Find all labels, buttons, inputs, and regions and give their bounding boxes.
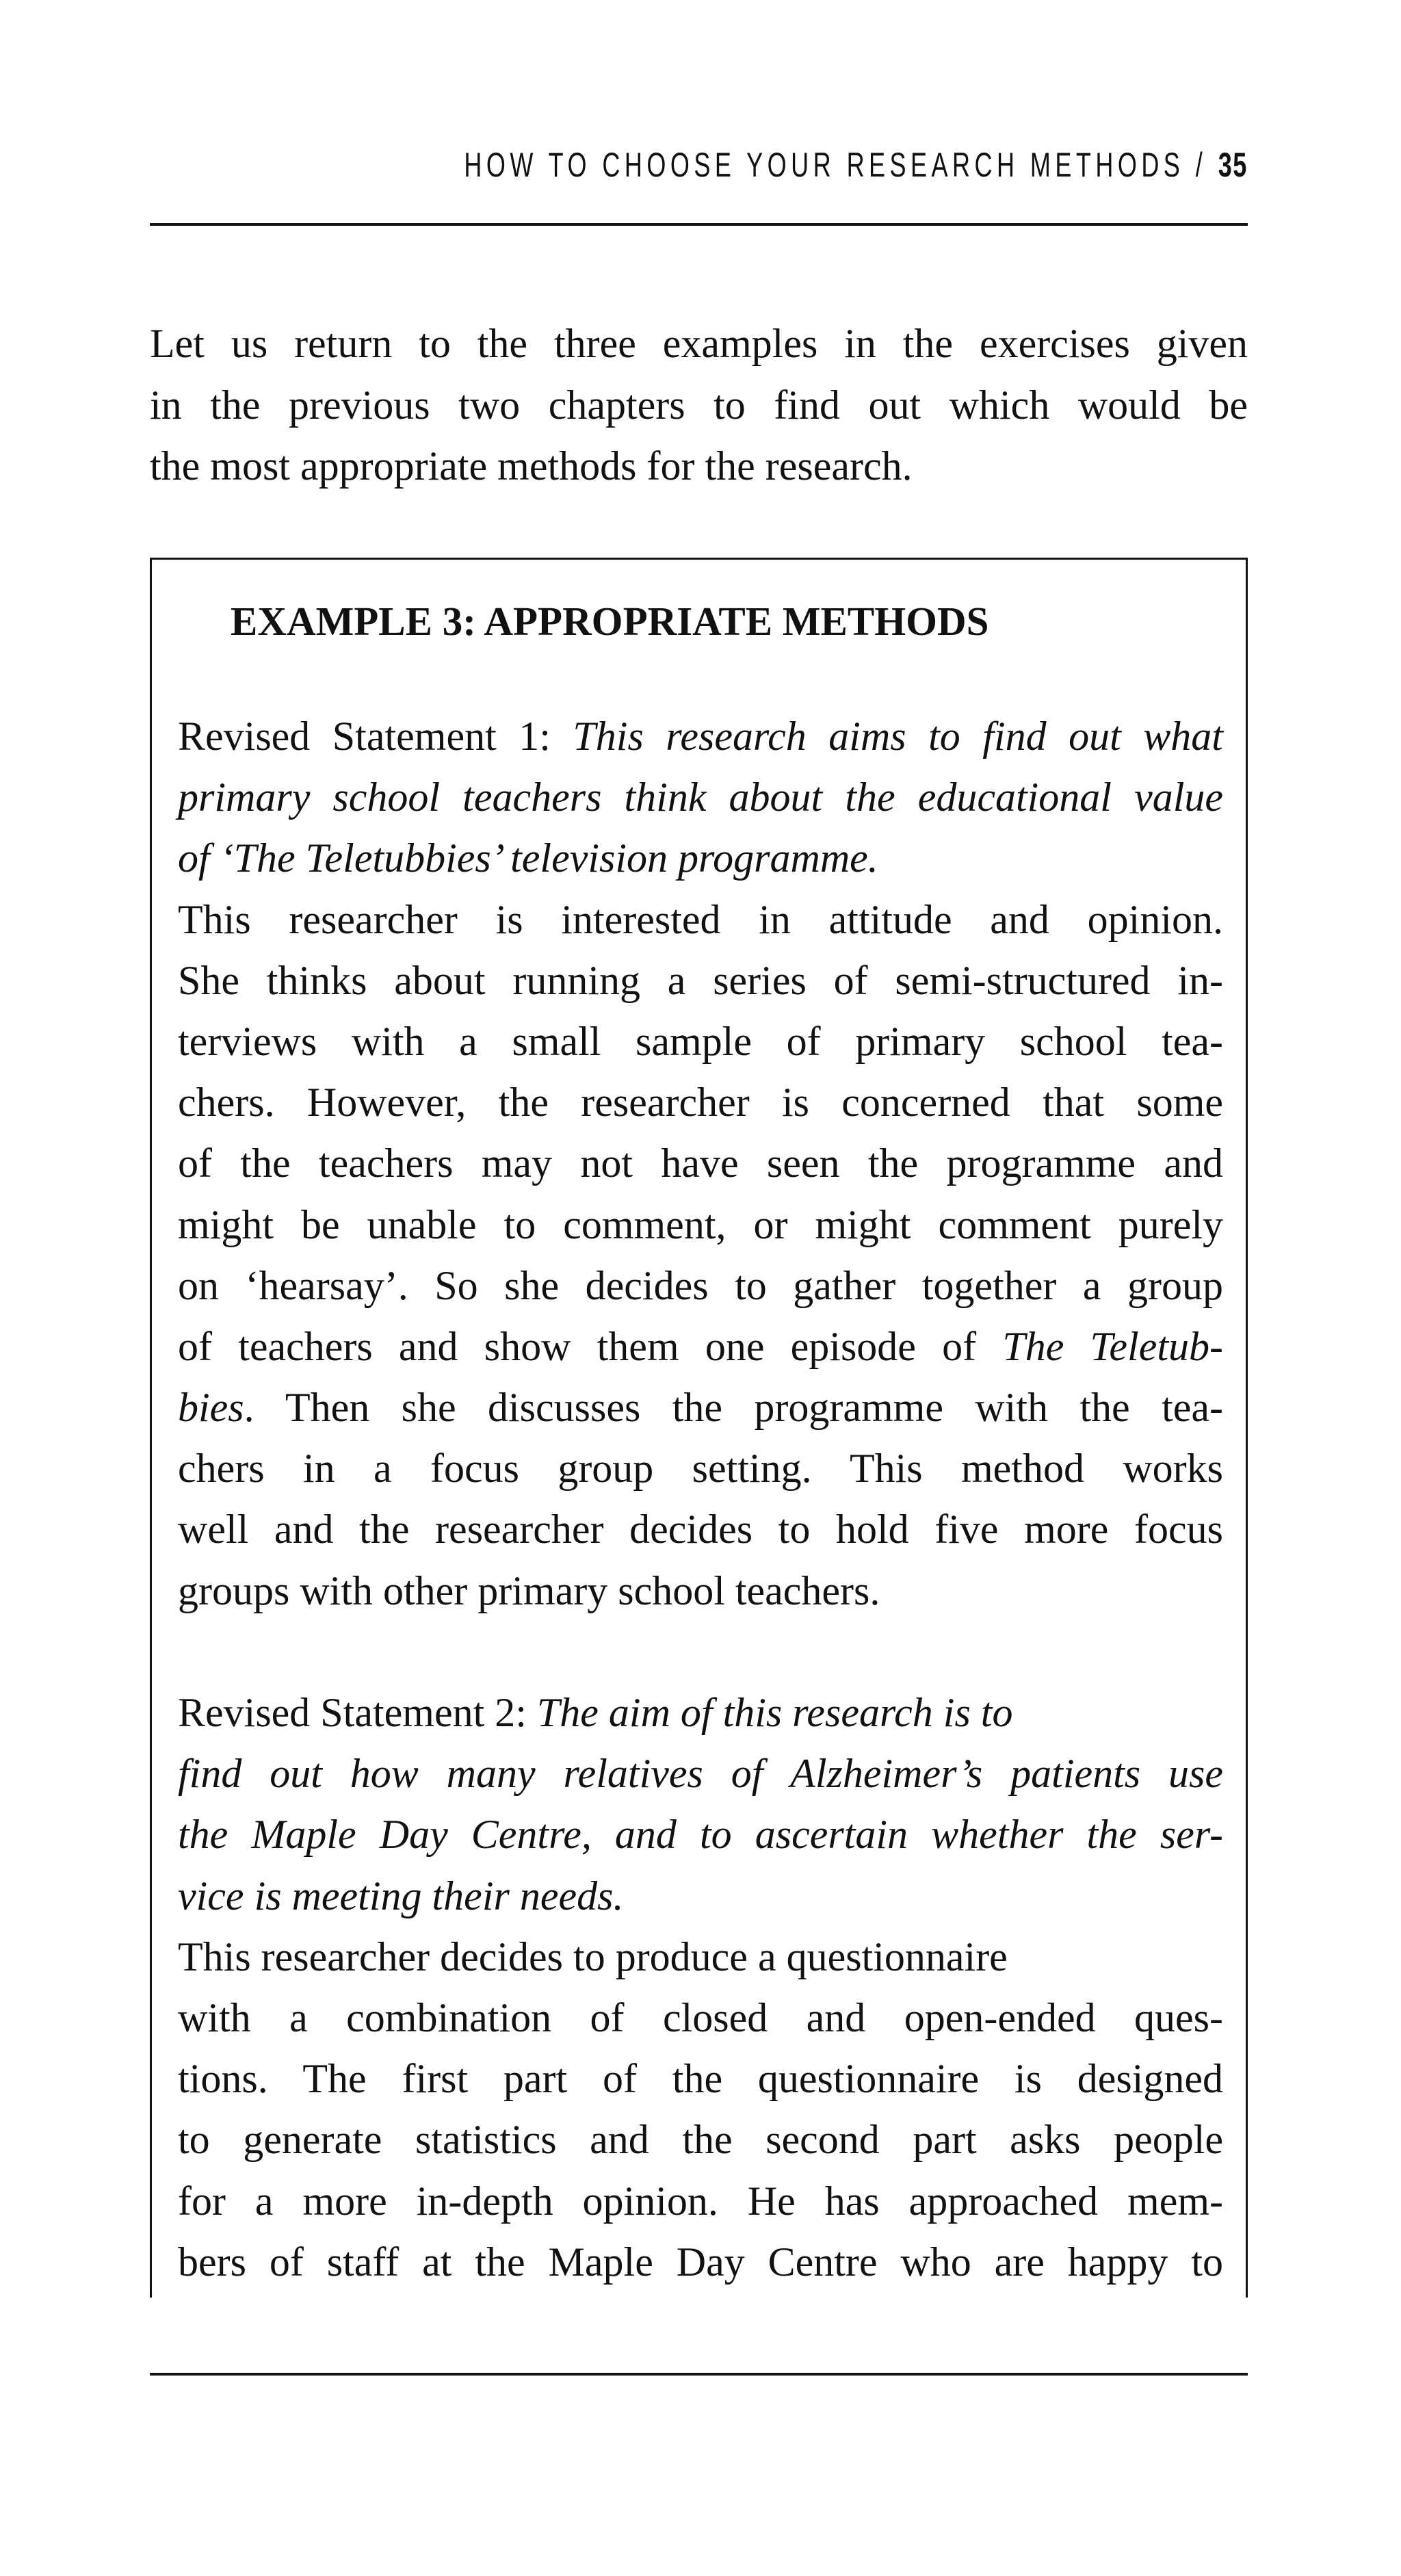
- italic-text: bies: [178, 1385, 244, 1431]
- text-segment: to generate statistics and the second part asks people: [178, 2117, 1223, 2163]
- text-segment: might be unable to comment, or might comment purely: [178, 1201, 1223, 1247]
- text-line: [178, 1561, 1223, 1622]
- text-line: [178, 2171, 1223, 2232]
- italic-text: This research aims to find out what: [573, 714, 1223, 759]
- text-line: [178, 1316, 1223, 1377]
- text-line: [178, 706, 1223, 767]
- text-line: [178, 1011, 1223, 1072]
- text-line: [178, 1682, 1223, 1743]
- text-segment: . Then she discusses the programme with the tea-: [244, 1385, 1223, 1431]
- text-segment: for a more in-depth opinion. He has approached mem-: [178, 2178, 1223, 2224]
- text-line: [150, 375, 1248, 437]
- text-line: [178, 1804, 1223, 1865]
- text-line: [178, 1743, 1223, 1804]
- text-line: [178, 1195, 1223, 1256]
- italic-text: find out how many relatives of Alzheimer’s patients use: [178, 1751, 1223, 1797]
- text-segment: groups with other primary school teachers.: [178, 1567, 880, 1613]
- text-line: [178, 2048, 1223, 2109]
- running-header-title: HOW TO CHOOSE YOUR RESEARCH METHODS /: [464, 146, 1207, 184]
- text-line: [178, 2232, 1223, 2293]
- text-segment: bers of staff at the Maple Day Centre who are happy to: [178, 2239, 1223, 2285]
- text-line: [178, 1438, 1223, 1499]
- text-segment: chers. However, the researcher is concerned that some: [178, 1080, 1223, 1126]
- running-header: [464, 145, 1248, 185]
- text-line: [150, 436, 1248, 497]
- text-segment: in the previous two chapters to find out which would be: [150, 382, 1248, 428]
- text-line: [178, 767, 1223, 828]
- text-segment: well and the researcher decides to hold five more focus: [178, 1507, 1223, 1552]
- intro-paragraph: [150, 313, 1248, 497]
- text-segment: of teachers and show them one episode of: [178, 1323, 1003, 1369]
- text-line: [178, 1927, 1223, 1988]
- text-segment: Revised Statement 1:: [178, 714, 573, 759]
- text-segment: chers in a focus group setting. This method works: [178, 1446, 1223, 1492]
- text-line: [178, 2109, 1223, 2170]
- example-box: [150, 558, 1248, 2298]
- text-segment: This researcher is interested in attitude and opinion.: [178, 896, 1223, 942]
- text-segment: She thinks about running a series of semi-structured in-: [178, 957, 1223, 1003]
- text-line: [150, 313, 1248, 375]
- text-segment: terviews with a small sample of primary school tea-: [178, 1018, 1223, 1064]
- italic-text: The aim of this research is to: [536, 1690, 1013, 1735]
- text-segment: tions. The first part of the questionnaire is designed: [178, 2056, 1223, 2102]
- text-segment: the most appropriate methods for the research.: [150, 443, 913, 489]
- text-line: [178, 1133, 1223, 1194]
- text-line: [178, 1377, 1223, 1438]
- text-segment: on ‘hearsay’. So she decides to gather together a group: [178, 1262, 1223, 1308]
- footer-rule: [150, 2373, 1248, 2376]
- text-line: [178, 1072, 1223, 1133]
- text-line: [178, 1866, 1223, 1927]
- text-line: [178, 950, 1223, 1011]
- text-segment: Revised Statement 2:: [178, 1690, 537, 1735]
- paragraph-gap: [178, 1622, 1223, 1682]
- text-line: [178, 1256, 1223, 1316]
- page-number: 35: [1218, 146, 1248, 184]
- text-segment: This researcher decides to produce a questionnaire: [178, 1934, 1008, 1979]
- text-segment: of the teachers may not have seen the programme and: [178, 1141, 1223, 1186]
- text-line: [178, 1988, 1223, 2048]
- italic-text: of ‘The Teletubbies’ television programme.: [178, 835, 878, 881]
- italic-text: primary school teachers think about the educational value: [178, 775, 1223, 820]
- text-line: [178, 1499, 1223, 1560]
- text-segment: with a combination of closed and open-ended ques-: [178, 1994, 1223, 2040]
- text-line: [178, 889, 1223, 950]
- header-rule: [150, 223, 1248, 226]
- example-box-title: EXAMPLE 3: APPROPRIATE METHODS: [231, 599, 989, 644]
- text-line: [178, 828, 1223, 889]
- text-segment: Let us return to the three examples in the exercises given: [150, 321, 1248, 366]
- italic-text: vice is meeting their needs.: [178, 1873, 624, 1918]
- italic-text: the Maple Day Centre, and to ascertain whether the ser-: [178, 1812, 1223, 1858]
- example-box-body: [178, 706, 1223, 2293]
- italic-text: The Teletub-: [1002, 1323, 1223, 1369]
